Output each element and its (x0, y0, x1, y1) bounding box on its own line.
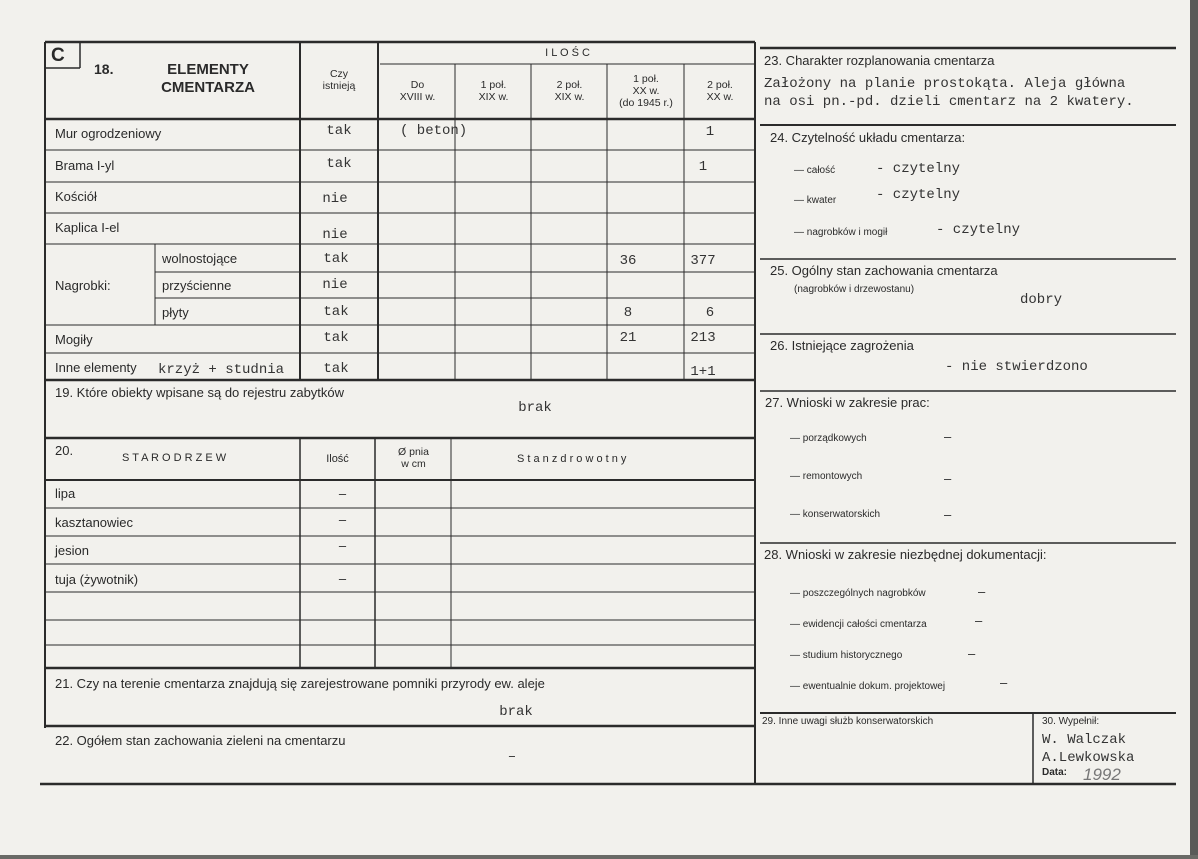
row-exists-inne: tak (323, 361, 349, 377)
q25-answer: dobry (1020, 292, 1063, 308)
row-mogily-period4: 21 (619, 330, 637, 346)
q23-label: 23. Charakter rozplanowania cmentarza (764, 53, 995, 68)
q22-label: 22. Ogółem stan zachowania zieleni na cmentarzu (55, 733, 346, 748)
q27-item-1-value: – (944, 429, 952, 444)
row-label-plyty: płyty (162, 305, 189, 320)
q28-item-2-value: – (975, 613, 983, 628)
row-mur-period5: 1 (705, 124, 715, 140)
tree-name-2: kasztanowiec (55, 515, 134, 530)
q26-answer: - nie stwierdzono (945, 359, 1088, 375)
q26-label: 26. Istniejące zagrożenia (770, 338, 914, 353)
row-exists-kaplica: nie (322, 227, 348, 243)
row-brama-period5: 1 (698, 159, 708, 175)
tree-qty-4: – (338, 571, 347, 586)
q27-item-2-label: — remontowych (790, 471, 863, 482)
q30-name-1: W. Walczak (1042, 732, 1127, 748)
q25-sub: (nagrobków i drzewostanu) (794, 284, 915, 295)
q24-item-2-label: — kwater (794, 195, 837, 206)
q28-item-1-value: – (978, 584, 986, 599)
q30-date-value: 1992 (1083, 765, 1121, 784)
q28-item-4-value: – (1000, 675, 1008, 690)
tree-qty-3: – (338, 538, 347, 553)
period-header-4-l2: XX w. (632, 85, 660, 97)
section-18-number: 18. (94, 61, 114, 77)
row-label-inne: Inne elementy (55, 360, 137, 375)
row-exists-kosciol: nie (322, 191, 348, 207)
section-18-title-line1: ELEMENTY (167, 61, 249, 78)
period-header-4-l1: 1 poł. (633, 73, 659, 85)
row-exists-mogily: tak (323, 330, 349, 346)
tree-name-4: tuja (żywotnik) (55, 572, 139, 587)
row-wolnostojace-period4: 36 (619, 253, 637, 269)
q28-item-1-label: — poszczególnych nagrobków (790, 588, 926, 599)
tree-qty-2: – (338, 512, 347, 527)
row-label-mogily: Mogiły (55, 332, 93, 347)
row-label-mur: Mur ogrodzeniowy (55, 126, 162, 141)
q28-label: 28. Wnioski w zakresie niezbędnej dokumentacji: (764, 547, 1047, 562)
period-header-2-l2: XIX w. (478, 91, 509, 103)
period-header-3-l1: 2 poł. (556, 79, 583, 91)
q30-name-2: A.Lewkowska (1042, 750, 1135, 766)
q30-date-label: Data: (1042, 767, 1068, 778)
q20-col-qty: Ilość (326, 453, 349, 465)
q20-title: S T A R O D R Z E W (122, 452, 227, 464)
period-header-3-l2: XIX w. (554, 91, 585, 103)
q20-col-diam-line2: w cm (401, 458, 426, 470)
period-header-1-l2: XVIII w. (399, 91, 436, 103)
q24-label: 24. Czytelność układu cmentarza: (770, 130, 966, 145)
q28-item-3-value: – (968, 646, 976, 661)
period-header-5-l1: 2 poł. (707, 79, 733, 91)
row-exists-przyscienne: nie (322, 277, 348, 293)
q23-answer-line1: Założony na planie prostokąta. Aleja główna (764, 76, 1126, 92)
q24-item-3-value: - czytelny (936, 222, 1021, 238)
col-exists-line2: istnieją (322, 80, 356, 92)
row-exists-brama: tak (326, 156, 352, 172)
nagrobki-label: Nagrobki: (55, 278, 111, 293)
section-18-title-line2: CMENTARZA (161, 79, 255, 96)
q20-col-health: S t a n z d r o w o t n y (517, 453, 627, 465)
ilosc-title: I L O Ś C (545, 47, 590, 59)
tree-qty-1: – (338, 486, 347, 501)
col-exists-line1: Czy (329, 68, 349, 80)
q24-item-1-label: — całość (794, 165, 836, 176)
period-header-2-l1: 1 poł. (480, 79, 507, 91)
q22-answer: – (507, 749, 517, 765)
row-plyty-period5: 6 (705, 305, 715, 321)
q30-label: 30. Wypełnił: (1042, 716, 1100, 727)
q25-label: 25. Ogólny stan zachowania cmentarza (770, 263, 998, 278)
corner-letter: C (51, 45, 65, 66)
q24-item-2-value: - czytelny (876, 187, 961, 203)
q20-number: 20. (55, 443, 74, 458)
row-exists-plyty: tak (323, 304, 349, 320)
q27-item-1-label: — porządkowych (790, 433, 867, 444)
row-label-kosciol: Kościół (55, 189, 97, 204)
row-mogily-period5: 213 (690, 330, 716, 346)
period-header-5-l2: XX w. (706, 91, 734, 103)
q28-item-3-label: — studium historycznego (790, 650, 903, 661)
row-plyty-period4: 8 (623, 305, 633, 321)
row-exists-mur: tak (326, 123, 352, 139)
q29-label: 29. Inne uwagi służb konserwatorskich (762, 716, 934, 727)
q28-item-2-label: — ewidencji całości cmentarza (790, 619, 927, 630)
q20-col-diam-line1: Ø pnia (398, 446, 429, 458)
q27-item-3-value: – (944, 507, 952, 522)
row-label-przyscienne: przyścienne (162, 278, 232, 293)
row-inne-extra: krzyż + studnia (158, 362, 285, 378)
period-header-4-l3: (do 1945 r.) (619, 97, 673, 109)
row-exists-wolnostojace: tak (323, 251, 349, 267)
q23-answer-line2: na osi pn.-pd. dzieli cmentarz na 2 kwatery. (764, 94, 1134, 110)
tree-name-3: jesion (55, 543, 89, 558)
q27-label: 27. Wnioski w zakresie prac: (765, 395, 930, 410)
row-label-wolnostojace: wolnostojące (162, 251, 238, 266)
row-label-brama: Brama I-yl (55, 158, 115, 173)
q21-answer: brak (499, 704, 533, 720)
q27-item-2-value: – (944, 471, 952, 486)
q19-answer: brak (518, 400, 552, 416)
q24-item-1-value: - czytelny (876, 161, 961, 177)
period-header-1-l1: Do (410, 79, 425, 91)
tree-name-1: lipa (55, 486, 76, 501)
row-wolnostojace-period5: 377 (690, 253, 716, 269)
row-inne-period5: 1+1 (690, 364, 716, 380)
q19-label: 19. Które obiekty wpisane są do rejestru zabytków (55, 385, 345, 400)
q24-item-3-label: — nagrobków i mogił (794, 227, 888, 238)
q21-label: 21. Czy na terenie cmentarza znajdują się zarejestrowane pomniki przyrody ew. aleje (55, 676, 545, 691)
q27-item-3-label: — konserwatorskich (790, 509, 881, 520)
row-label-kaplica: Kaplica I-el (55, 220, 120, 235)
q28-item-4-label: — ewentualnie dokum. projektowej (790, 681, 946, 692)
row-mur-period1: ( beton) (400, 123, 468, 139)
